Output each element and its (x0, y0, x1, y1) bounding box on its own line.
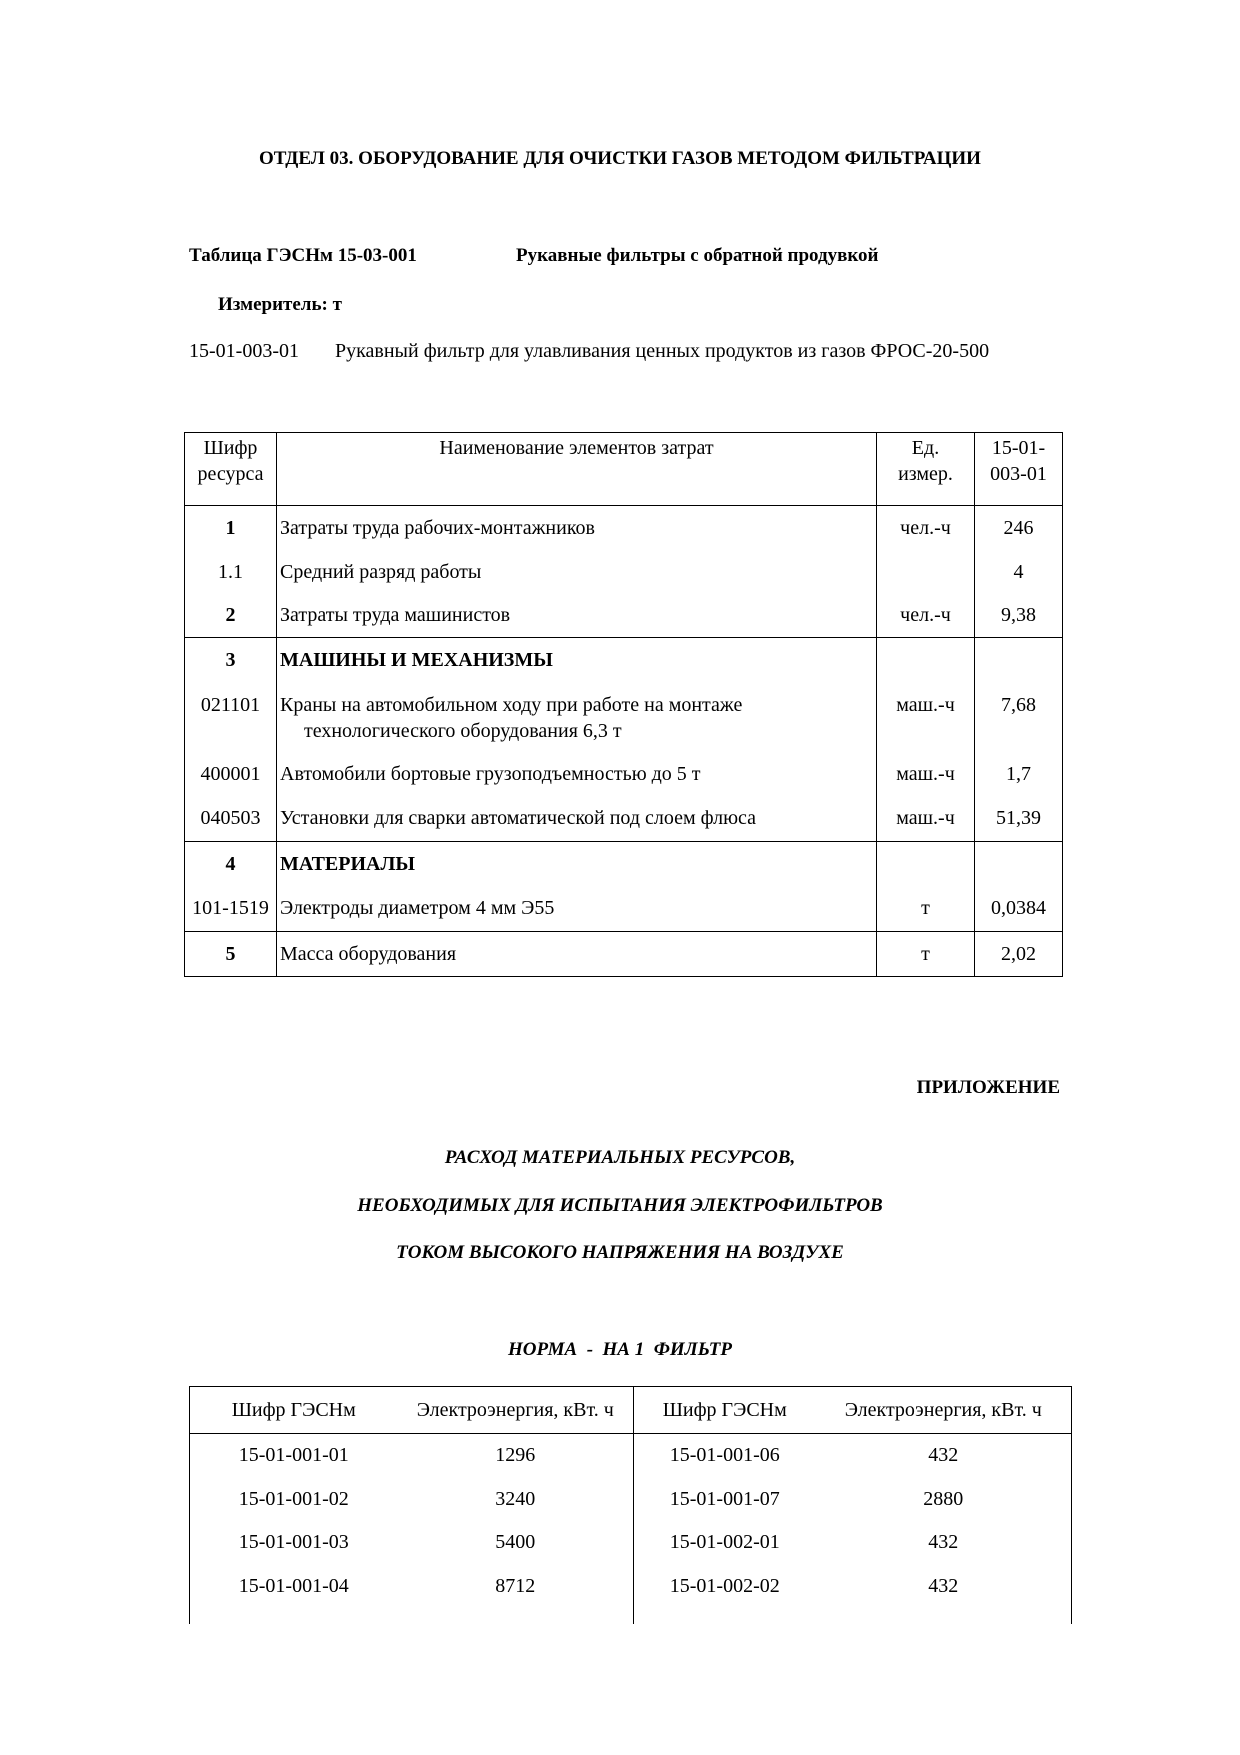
row-name: Затраты труда машинистов (277, 594, 877, 638)
table-row (185, 932, 1063, 977)
table-title-code: Таблица ГЭСНм 15-03-001 (189, 245, 417, 266)
norm-cell-code: 15-01-001-03 (190, 1521, 398, 1565)
table-row (185, 594, 1063, 638)
table-header-row (185, 433, 1063, 506)
item-name: Рукавный фильтр для улавливания ценных продуктов из газов ФРОС-20-500 (335, 340, 990, 362)
row-value: 2,02 (975, 932, 1063, 977)
row-code: 3 (185, 638, 277, 682)
table-row (185, 550, 1063, 594)
row-name: МАТЕРИАЛЫ (277, 842, 877, 886)
row-code: 021101 (185, 682, 277, 752)
table-row (185, 638, 1063, 682)
norm-spacer (816, 1608, 1072, 1624)
row-name: Средний разряд работы (277, 550, 877, 594)
row-name: Масса оборудования (277, 932, 877, 977)
row-code: 2 (185, 594, 277, 638)
norm-header-energy: Электроэнергия, кВт. ч (816, 1387, 1072, 1434)
row-code: 1.1 (185, 550, 277, 594)
norm-row (190, 1565, 1072, 1609)
row-value (975, 842, 1063, 886)
norm-cell-energy: 5400 (398, 1521, 634, 1565)
row-unit: т (877, 886, 975, 932)
norm-row (190, 1434, 1072, 1478)
norm-cell-code: 15-01-001-04 (190, 1565, 398, 1609)
table-row (185, 886, 1063, 932)
header-value: 15-01-003-01 (975, 433, 1063, 506)
row-value: 51,39 (975, 796, 1063, 842)
norm-table (189, 1386, 1072, 1624)
norm-cell-code: 15-01-001-07 (669, 1487, 780, 1510)
item-code: 15-01-003-01 (189, 340, 299, 362)
norm-cell-code: 15-01-001-02 (190, 1478, 398, 1522)
row-unit: маш.-ч (877, 682, 975, 752)
row-name: Затраты труда рабочих-монтажников (277, 506, 877, 550)
table-title-name: Рукавные фильтры с обратной продувкой (516, 245, 879, 266)
appendix-caption-line: НЕОБХОДИМЫХ ДЛЯ ИСПЫТАНИЯ ЭЛЕКТРОФИЛЬТРОВ (357, 1195, 883, 1216)
row-value: 0,0384 (975, 886, 1063, 932)
section-title: ОТДЕЛ 03. ОБОРУДОВАНИЕ ДЛЯ ОЧИСТКИ ГАЗОВ МЕТОДОМ ФИЛЬТРАЦИИ (259, 148, 981, 169)
norm-cell-energy: 432 (816, 1434, 1072, 1478)
row-code: 101-1519 (185, 886, 277, 932)
row-value: 4 (975, 550, 1063, 594)
norm-header-code: Шифр ГЭСНм (190, 1387, 398, 1434)
row-name: МАШИНЫ И МЕХАНИЗМЫ (277, 638, 877, 682)
row-value: 7,68 (975, 682, 1063, 752)
row-name: Электроды диаметром 4 мм Э55 (277, 886, 877, 932)
header-name: Наименование элементов затрат (277, 433, 877, 506)
table-row (185, 842, 1063, 886)
norm-cell-energy: 432 (816, 1565, 1072, 1609)
norm-spacer (634, 1608, 816, 1624)
row-unit (877, 638, 975, 682)
table-row (185, 796, 1063, 842)
appendix-caption-line: РАСХОД МАТЕРИАЛЬНЫХ РЕСУРСОВ, (444, 1147, 796, 1168)
norm-row (190, 1478, 1072, 1522)
row-name: Краны на автомобильном ходу при работе на монтаже технологического оборудования 6,3 т (277, 682, 877, 752)
row-name: Установки для сварки автоматической под слоем флюса (277, 796, 877, 842)
row-name: Автомобили бортовые грузоподъемностью до 5 т (277, 752, 877, 796)
row-value: 246 (975, 506, 1063, 550)
row-value (975, 638, 1063, 682)
row-code: 4 (185, 842, 277, 886)
norm-cell-code: 15-01-001-01 (190, 1434, 398, 1478)
table-row (185, 506, 1063, 550)
row-code: 400001 (185, 752, 277, 796)
norm-cell-code: 15-01-001-06 (669, 1444, 780, 1467)
row-unit: чел.-ч (877, 506, 975, 550)
resource-table (184, 432, 1063, 977)
norm-spacer (190, 1608, 398, 1624)
row-unit: т (877, 932, 975, 977)
table-row (185, 682, 1063, 752)
row-unit (877, 550, 975, 594)
row-unit (877, 842, 975, 886)
norm-cell-energy: 3240 (398, 1478, 634, 1522)
norm-cell-code: 15-01-002-02 (669, 1574, 780, 1597)
norm-header-energy: Электроэнергия, кВт. ч (398, 1387, 634, 1434)
row-unit: маш.-ч (877, 752, 975, 796)
row-unit: чел.-ч (877, 594, 975, 638)
table-row (185, 752, 1063, 796)
norm-cell-energy: 432 (816, 1521, 1072, 1565)
norm-spacer (398, 1608, 634, 1624)
row-value: 9,38 (975, 594, 1063, 638)
norm-row (190, 1521, 1072, 1565)
measure-unit: Измеритель: т (218, 294, 342, 315)
header-unit: Ед. измер. (877, 433, 975, 506)
norm-header-row (190, 1387, 1072, 1434)
row-code: 1 (185, 506, 277, 550)
header-code: Шифр ресурса (185, 433, 277, 506)
row-code: 040503 (185, 796, 277, 842)
norm-cell-energy: 8712 (398, 1565, 634, 1609)
norm-spacer-row (190, 1608, 1072, 1624)
appendix-caption-line: ТОКОМ ВЫСОКОГО НАПРЯЖЕНИЯ НА ВОЗДУХЕ (396, 1242, 844, 1263)
norm-cell-energy: 1296 (398, 1434, 634, 1478)
appendix-label: ПРИЛОЖЕНИЕ (916, 1077, 1060, 1098)
row-value: 1,7 (975, 752, 1063, 796)
norm-cell-energy: 2880 (816, 1478, 1072, 1522)
row-code: 5 (185, 932, 277, 977)
norma-caption: НОРМА - НА 1 ФИЛЬТР (508, 1339, 732, 1360)
norm-header-code: Шифр ГЭСНм (634, 1387, 816, 1434)
norm-cell-code: 15-01-002-01 (669, 1531, 780, 1554)
row-unit: маш.-ч (877, 796, 975, 842)
